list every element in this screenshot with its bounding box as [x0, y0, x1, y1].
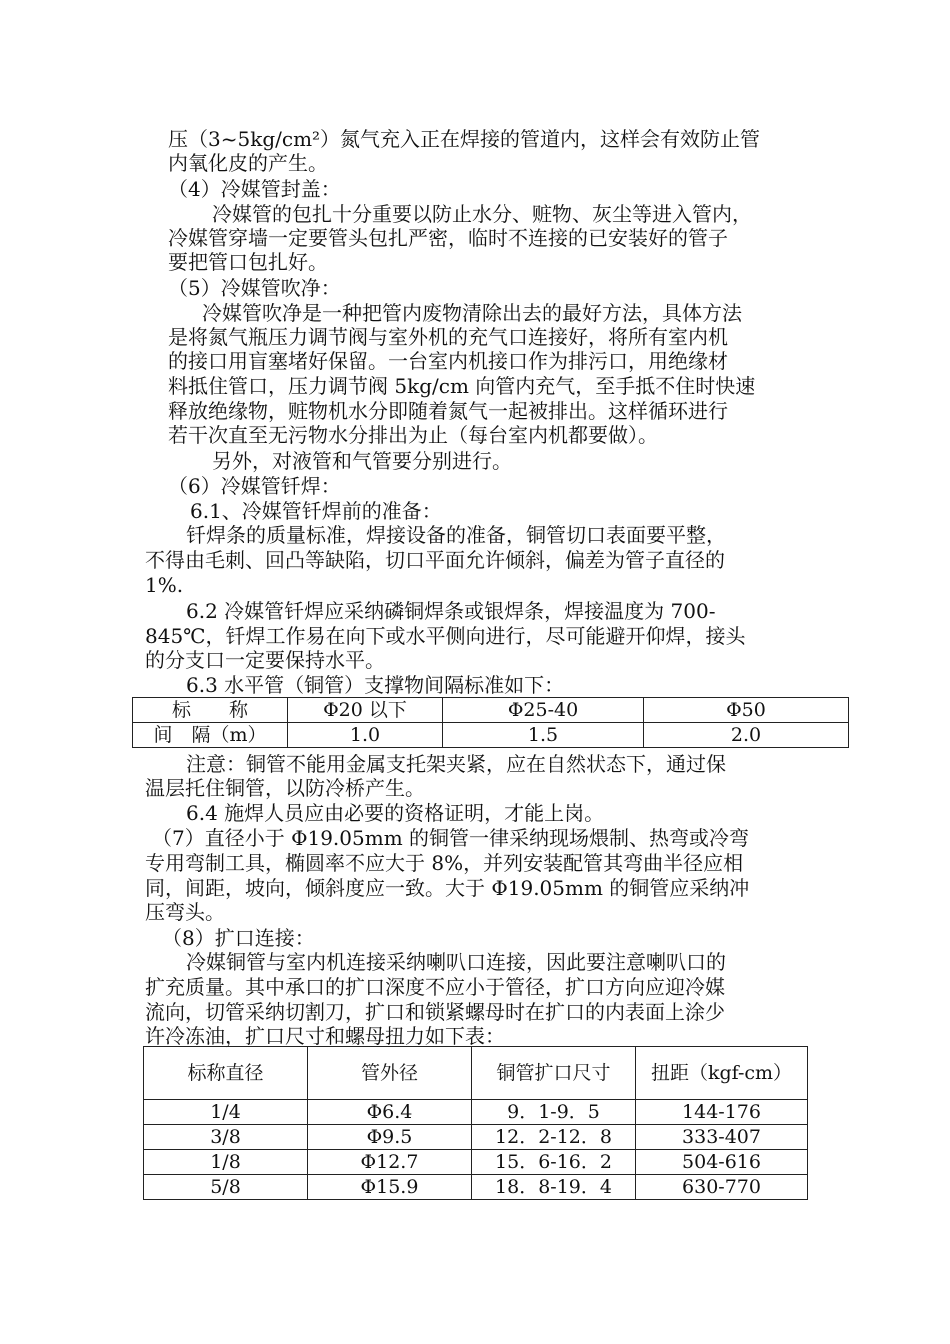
table-cell: Φ9.5: [308, 1125, 472, 1150]
table-header-row: [144, 1047, 808, 1100]
table-header-cell: 铜管扩口尺寸: [472, 1047, 636, 1100]
section-heading: （8）扩口连接：: [162, 926, 315, 950]
paragraph-line: 压弯头。: [145, 900, 225, 924]
table-cell: 1/4: [144, 1100, 308, 1125]
table-cell: Φ50: [644, 698, 849, 723]
paragraph-line: 料抵住管口，压力调节阀 5kg/cm 向管内充气，至手抵不住时快速: [168, 374, 756, 398]
paragraph-line: 钎焊条的质量标准，焊接设备的准备，铜管切口表面要平整，: [186, 523, 726, 547]
paragraph-line: 6.4 施焊人员应由必要的资格证明，才能上岗。: [186, 801, 605, 825]
table-cell: Φ20 以下: [288, 698, 443, 723]
flare-size-table: [143, 1046, 808, 1200]
section-heading: （6）冷媒管钎焊：: [168, 474, 341, 498]
paragraph-line: 扩充质量。其中承口的扩口深度不应小于管径，扩口方向应迎冷媒: [145, 975, 725, 999]
table-cell: 9．1-9．5: [472, 1100, 636, 1125]
table-cell: 间 隔（m）: [133, 723, 288, 748]
paragraph-line: 冷媒管的包扎十分重要以防止水分、赃物、灰尘等进入管内，: [212, 202, 752, 226]
table-cell: 333-407: [636, 1125, 808, 1150]
table-row: [144, 1150, 808, 1175]
paragraph-line: 冷媒管穿墙一定要管头包扎严密，临时不连接的已安装好的管子: [168, 226, 728, 250]
paragraph-line: 不得由毛刺、回凸等缺陷，切口平面允许倾斜，偏差为管子直径的: [145, 548, 725, 572]
paragraph-line: 另外，对液管和气管要分别进行。: [212, 449, 512, 473]
table-cell: 144-176: [636, 1100, 808, 1125]
paragraph-line: 的分支口一定要保持水平。: [145, 648, 385, 672]
table-row: [144, 1125, 808, 1150]
table-header-cell: 标称直径: [144, 1047, 308, 1100]
table-cell: 1/8: [144, 1150, 308, 1175]
subsection-heading: 6.1、冷媒管钎焊前的准备：: [190, 499, 442, 523]
paragraph-line: 若干次直至无污物水分排出为止（每台室内机都要做）。: [168, 423, 658, 447]
paragraph-line: 释放绝缘物，赃物机水分即随着氮气一起被排出。这样循环进行: [168, 399, 728, 423]
paragraph-line: 冷媒管吹净是一种把管内废物清除出去的最好方法，具体方法: [202, 301, 742, 325]
paragraph-line: 温层托住铜管，以防冷桥产生。: [145, 776, 425, 800]
table-cell: 15．6-16．2: [472, 1150, 636, 1175]
paragraph-line: 内氧化皮的产生。: [168, 151, 328, 175]
table-cell: 18．8-19．4: [472, 1175, 636, 1200]
paragraph-line: 同，间距，坡向，倾斜度应一致。大于 Φ19.05mm 的铜管应采纳冲: [145, 876, 750, 900]
table-cell: 630-770: [636, 1175, 808, 1200]
table-caption: 6.3 水平管（铜管）支撑物间隔标准如下：: [186, 673, 565, 697]
table-cell: 1.0: [288, 723, 443, 748]
table-cell: 12．2-12．8: [472, 1125, 636, 1150]
table-cell: 3/8: [144, 1125, 308, 1150]
table-cell: 标 称: [133, 698, 288, 723]
table-cell: 504-616: [636, 1150, 808, 1175]
paragraph-line: 6.2 冷媒管钎焊应采纳磷铜焊条或银焊条，焊接温度为 700-: [186, 599, 716, 623]
section-heading: （5）冷媒管吹净：: [168, 276, 341, 300]
table-row: [144, 1175, 808, 1200]
table-cell: 5/8: [144, 1175, 308, 1200]
table-caption: 许冷冻油，扩口尺寸和螺母扭力如下表：: [145, 1024, 505, 1048]
section-heading: （7）直径小于 Φ19.05mm 的铜管一律采纳现场煨制、热弯或冷弯: [152, 826, 750, 850]
paragraph-line: 流向，切管采纳切割刀，扩口和锁紧螺母时在扩口的内表面上涂少: [145, 1000, 725, 1024]
table-row: [133, 698, 849, 723]
paragraph-line: 专用弯制工具，椭圆率不应大于 8%，并列安装配管其弯曲半径应相: [145, 851, 744, 875]
paragraph-line: 的接口用盲塞堵好保留。一台室内机接口作为排污口，用绝缘材: [168, 349, 728, 373]
table-row: [133, 723, 849, 748]
table-cell: Φ15.9: [308, 1175, 472, 1200]
table-header-cell: 管外径: [308, 1047, 472, 1100]
paragraph-line: 压（3~5kg/cm²）氮气充入正在焊接的管道内，这样会有效防止管: [168, 127, 761, 151]
paragraph-line: 冷媒铜管与室内机连接采纳喇叭口连接，因此要注意喇叭口的: [186, 950, 726, 974]
table-cell: 2.0: [644, 723, 849, 748]
table-row: [144, 1100, 808, 1125]
table-cell: Φ6.4: [308, 1100, 472, 1125]
paragraph-line: 要把管口包扎好。: [168, 250, 328, 274]
paragraph-line: 845℃，钎焊工作易在向下或水平侧向进行，尽可能避开仰焊，接头: [145, 624, 746, 648]
table-cell: 1.5: [443, 723, 644, 748]
table-header-cell: 扭距（kgf-cm）: [636, 1047, 808, 1100]
table-cell: Φ25-40: [443, 698, 644, 723]
paragraph-line: 是将氮气瓶压力调节阀与室外机的充气口连接好，将所有室内机: [168, 325, 728, 349]
paragraph-line: 注意：铜管不能用金属支托架夹紧，应在自然状态下，通过保: [186, 752, 726, 776]
paragraph-line: 1%.: [145, 573, 184, 597]
table-cell: Φ12.7: [308, 1150, 472, 1175]
support-spacing-table: [132, 697, 849, 748]
section-heading: （4）冷媒管封盖：: [168, 177, 341, 201]
